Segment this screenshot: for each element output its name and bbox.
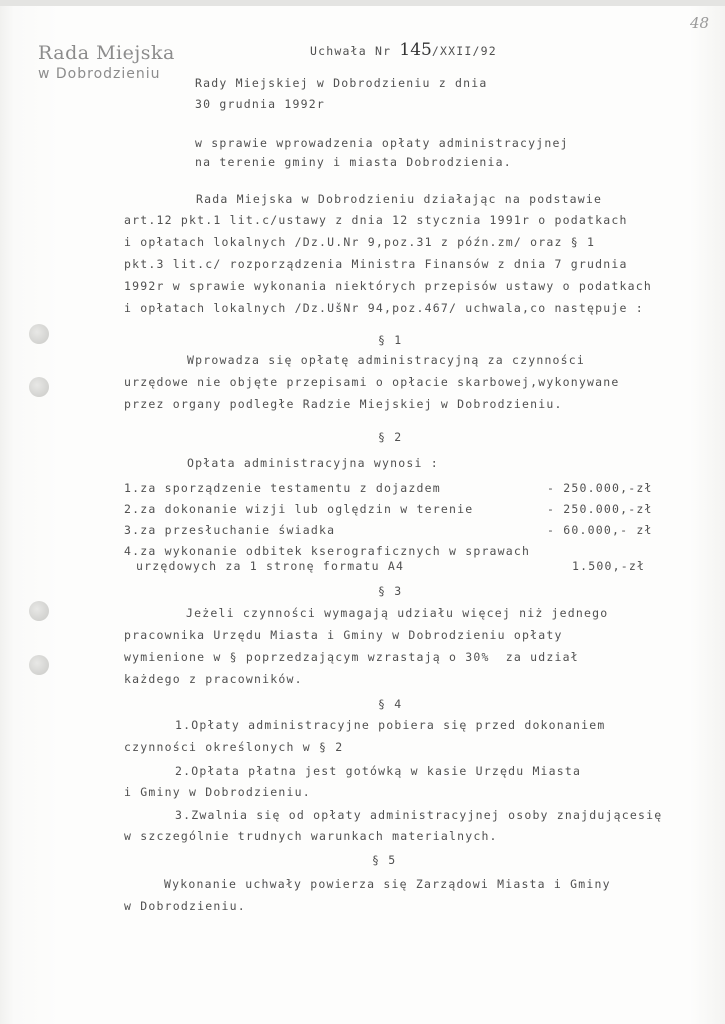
section-line: Jeżeli czynności wymagają udziału więcej niż jednego (186, 606, 609, 620)
fee-label: 3.za przesłuchanie świadka (124, 523, 336, 537)
section-line: każdego z pracowników. (124, 672, 303, 686)
fee-amount: - 250.000,-zł (547, 502, 653, 516)
page-edge (0, 0, 725, 6)
fee-label: 2.za dokonanie wizji lub oględzin w terenie (124, 502, 474, 516)
section-line: czynności określonych w § 2 (124, 740, 344, 754)
section-line: Wykonanie uchwały powierza się Zarządowi Miasta i Gminy (164, 877, 611, 891)
header-line: Rady Miejskiej w Dobrodzieniu z dnia (195, 76, 488, 90)
section-line: 2.Opłata płatna jest gotówką w kasie Urzędu Miasta (175, 764, 582, 778)
subject-line: na terenie gminy i miasta Dobrodzienia. (195, 155, 512, 169)
resolution-date: 30 grudnia 1992r (195, 97, 325, 111)
stamp-line-1: Rada Miejska (38, 42, 175, 64)
council-stamp (38, 42, 175, 82)
fee-amount: - 250.000,-zł (547, 481, 653, 495)
punch-hole (29, 324, 49, 344)
preamble-line: art.12 pkt.1 lit.c/ustawy z dnia 12 stycznia 1991r o podatkach (124, 213, 628, 227)
fee-label: 1.za sporządzenie testamentu z dojazdem (124, 481, 441, 495)
section-line: wymienione w § poprzedzającym wzrastają o 30% za udział (124, 650, 579, 664)
section-line: pracownika Urzędu Miasta i Gminy w Dobrodzieniu opłaty (124, 628, 563, 642)
preamble-line: Rada Miejska w Dobrodzieniu działając na podstawie (196, 192, 603, 206)
section-heading: § 5 (372, 853, 397, 867)
subject-line: w sprawie wprowadzenia opłaty administracyjnej (195, 136, 569, 150)
section-line: przez organy podległe Radzie Miejskiej w Dobrodzieniu. (124, 397, 563, 411)
preamble-line: pkt.3 lit.c/ rozporządzenia Ministra Finansów z dnia 7 grudnia (124, 257, 628, 271)
fee-amount: - 60.000,- zł (547, 523, 653, 537)
section-line: w Dobrodzieniu. (124, 899, 246, 913)
fee-label-continued: urzędowych za 1 stronę formatu A4 (136, 559, 405, 573)
stamp-line-2: w Dobrodzieniu (38, 66, 161, 82)
fee-label: 4.za wykonanie odbitek kserograficznych w sprawach (124, 544, 531, 558)
preamble-line: i opłatach lokalnych /Dz.U.Nr 9,poz.31 z późn.zm/ oraz § 1 (124, 235, 596, 249)
section-line: i Gminy w Dobrodzieniu. (124, 785, 311, 799)
section-heading: § 1 (378, 333, 403, 347)
section-line: 3.Zwalnia się od opłaty administracyjnej osoby znajdującesię (175, 808, 663, 822)
title-suffix: /XXII/92 (431, 44, 497, 58)
preamble-line: i opłatach lokalnych /Dz.UšNr 94,poz.467/ uchwala,co następuje : (124, 301, 644, 315)
punch-hole (29, 655, 49, 675)
resolution-number: 145 (399, 40, 432, 60)
preamble-line: 1992r w sprawie wykonania niektórych przepisów ustawy o podatkach (124, 279, 653, 293)
section-heading: § 4 (378, 697, 403, 711)
section-line: 1.Opłaty administracyjne pobiera się przed dokonaniem (175, 718, 606, 732)
fee-amount: 1.500,-zł (572, 559, 646, 573)
section-line: Wprowadza się opłatę administracyjną za czynności (187, 353, 586, 367)
page-number: 48 (690, 14, 710, 32)
section-heading: § 2 (378, 430, 403, 444)
section-line: w szczególnie trudnych warunkach materialnych. (124, 829, 498, 843)
resolution-title (310, 40, 497, 60)
section-heading: § 3 (378, 584, 403, 598)
section-line: urzędowe nie objęte przepisami o opłacie skarbowej,wykonywane (124, 375, 620, 389)
punch-hole (29, 377, 49, 397)
punch-hole (29, 601, 49, 621)
fees-intro: Opłata administracyjna wynosi : (187, 456, 439, 470)
title-prefix: Uchwała Nr (310, 44, 400, 58)
